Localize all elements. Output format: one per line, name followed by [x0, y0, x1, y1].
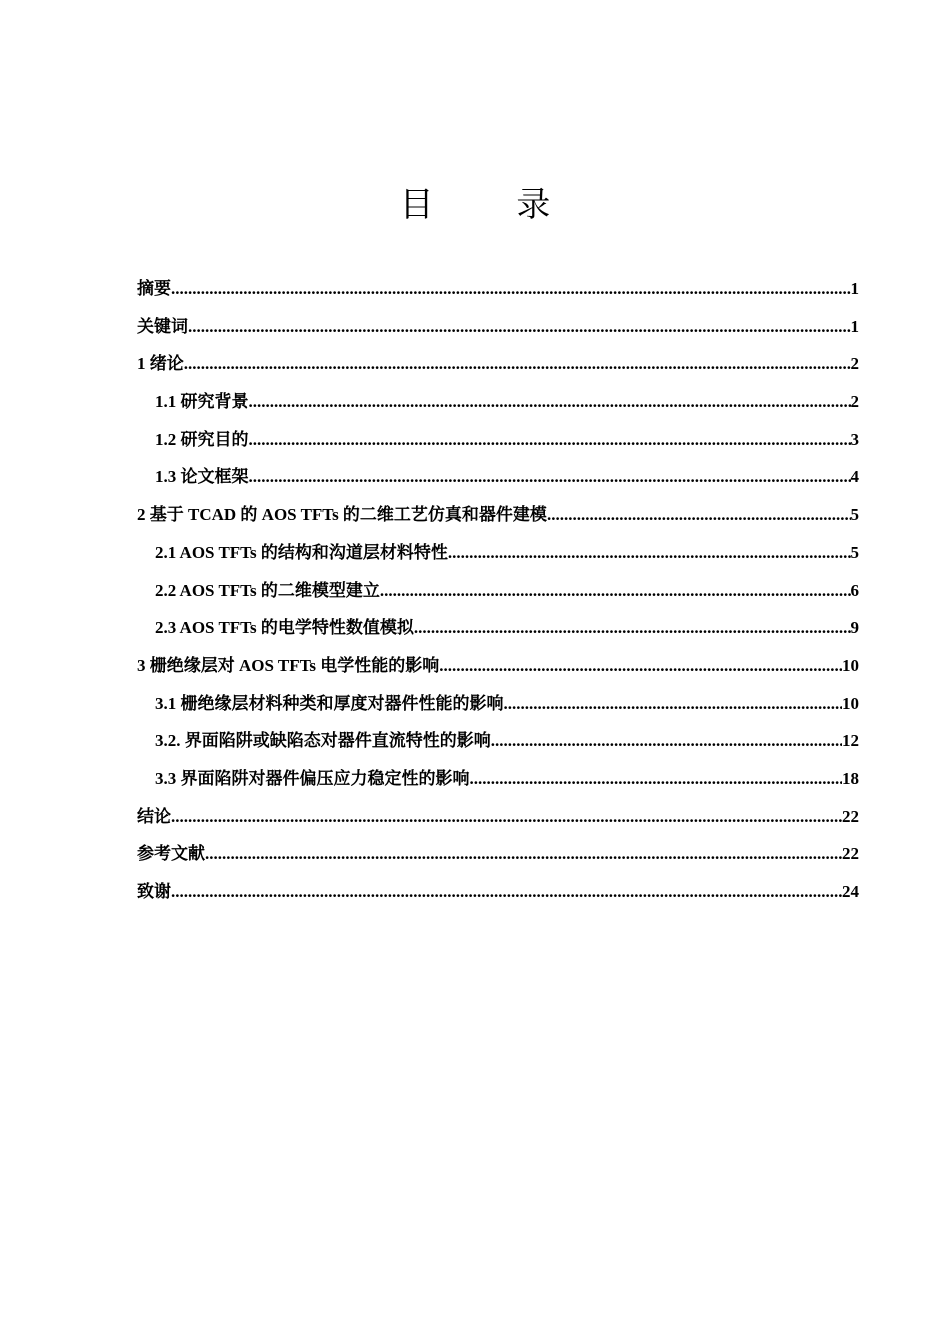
toc-leader-dots [470, 769, 843, 789]
toc-entry [137, 877, 859, 915]
toc-entry [137, 839, 859, 877]
toc-leader-dots [249, 467, 851, 487]
toc-entry-page: 10 [842, 655, 859, 675]
toc-entry [137, 538, 859, 576]
toc-title: 目 录 [399, 184, 587, 225]
toc-entry-text: 关键词 [137, 316, 188, 336]
toc-entry-text: 2 基于 TCAD 的 AOS TFTs 的二维工艺仿真和器件建模 [137, 505, 547, 525]
toc-entry-page: 24 [842, 882, 859, 901]
toc-leader-dots [448, 543, 851, 563]
toc-entry [137, 500, 859, 538]
toc-leader-dots [504, 694, 843, 714]
toc-entry-page: 1 [850, 279, 859, 298]
toc-leader-dots [491, 731, 842, 751]
toc-entry-text: 2.1 AOS TFTs 的结构和沟道层材料特性 [155, 542, 448, 562]
toc-entry [137, 425, 859, 463]
toc-entry [137, 576, 859, 614]
toc-entry-page: 4 [850, 467, 859, 487]
toc-entry-page: 5 [850, 505, 859, 525]
toc-entry-page: 5 [850, 542, 859, 562]
toc-leader-dots [439, 656, 842, 676]
toc-entry-page: 22 [842, 844, 859, 864]
toc-entry-text: 参考文献 [137, 844, 205, 864]
toc-entry-text: 3.3 界面陷阱对器件偏压应力稳定性的影响 [155, 768, 470, 788]
toc-leader-dots [171, 807, 842, 827]
toc-leader-dots [249, 392, 851, 412]
toc-leader-dots [171, 882, 842, 902]
toc-entry-page: 3 [850, 429, 859, 449]
toc-entry-text: 1.2 研究目的 [155, 429, 249, 449]
toc-entry-page: 10 [842, 693, 859, 713]
toc-leader-dots [249, 430, 851, 450]
toc-entry-text: 1.1 研究背景 [155, 392, 249, 412]
toc-entry [137, 462, 859, 500]
toc-entry [137, 613, 859, 651]
toc-entry-page: 22 [842, 806, 859, 826]
toc-entry-text: 致谢 [137, 882, 171, 901]
toc-entry [137, 726, 859, 764]
toc-entry-text: 1 绪论 [137, 354, 184, 374]
table-of-contents [137, 274, 859, 915]
toc-entry-page: 6 [850, 580, 859, 600]
toc-entry [137, 312, 859, 350]
toc-entry-text: 3.2. 界面陷阱或缺陷态对器件直流特性的影响 [155, 731, 491, 751]
toc-entry [137, 274, 859, 312]
toc-entry-page: 2 [850, 354, 859, 374]
toc-entry-page: 2 [850, 392, 859, 412]
toc-entry-page: 18 [842, 768, 859, 788]
toc-entry-page: 9 [850, 618, 859, 638]
toc-leader-dots [414, 618, 851, 638]
toc-entry-text: 3.1 栅绝缘层材料种类和厚度对器件性能的影响 [155, 693, 504, 713]
toc-entry-text: 2.2 AOS TFTs 的二维模型建立 [155, 580, 380, 600]
toc-entry [137, 689, 859, 727]
toc-leader-dots [205, 844, 842, 864]
toc-leader-dots [184, 354, 851, 374]
toc-entry [137, 387, 859, 425]
toc-entry [137, 349, 859, 387]
toc-entry-text: 摘要 [137, 279, 171, 298]
toc-entry-text: 2.3 AOS TFTs 的电学特性数值模拟 [155, 618, 414, 638]
toc-leader-dots [380, 581, 851, 601]
toc-entry [137, 651, 859, 689]
toc-entry-page: 1 [850, 316, 859, 336]
toc-entry [137, 764, 859, 802]
toc-leader-dots [547, 505, 851, 525]
toc-entry-page: 12 [842, 731, 859, 751]
toc-entry-text: 3 栅绝缘层对 AOS TFTs 电学性能的影响 [137, 655, 440, 675]
toc-leader-dots [171, 279, 851, 299]
toc-entry-text: 结论 [137, 806, 171, 826]
toc-leader-dots [188, 317, 851, 337]
toc-entry [137, 802, 859, 840]
toc-entry-text: 1.3 论文框架 [155, 467, 249, 487]
